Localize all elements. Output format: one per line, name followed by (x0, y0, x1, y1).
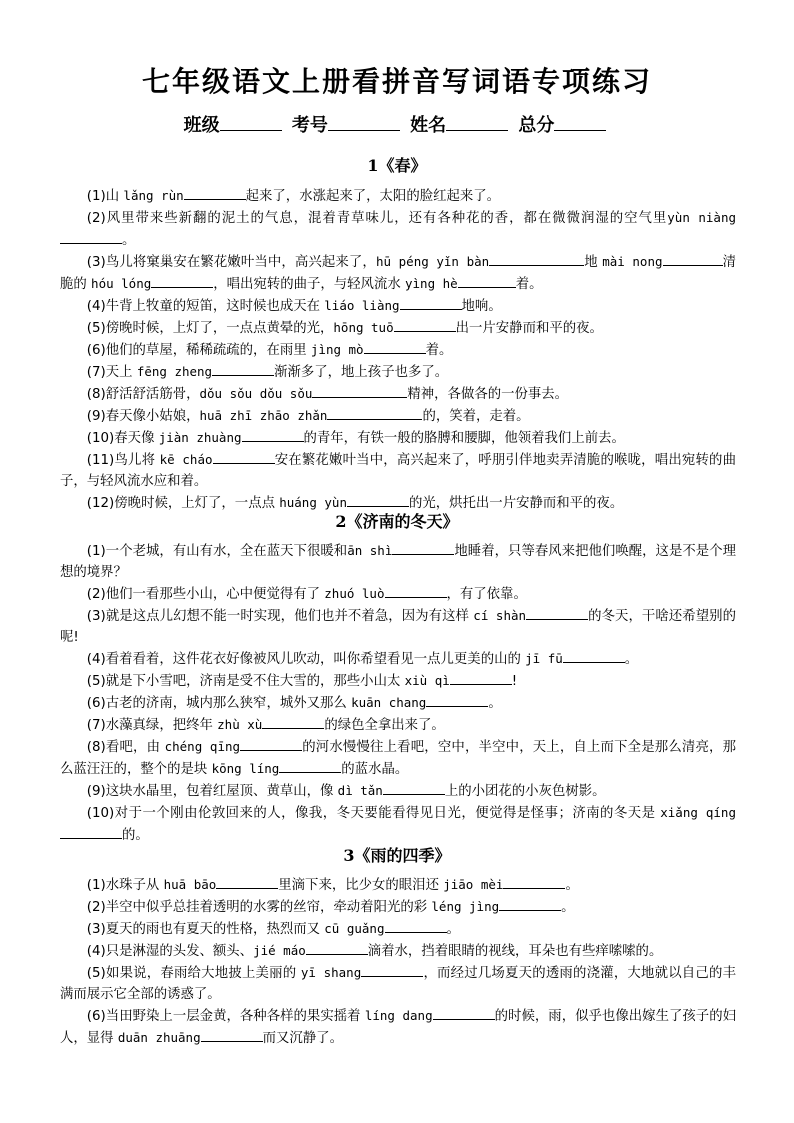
question-text: (5)傍晚时候，上灯了，一点点黄晕的光， (86, 321, 334, 336)
question-text: 上的小团花的小灰色树影。 (444, 784, 606, 799)
exam-number-blank[interactable] (328, 114, 400, 131)
question-text: (4)牛背上牧童的短笛，这时候也成天在 (86, 299, 325, 314)
question-text: 渐渐多了，地上孩子也多了。 (274, 365, 449, 380)
question-item (60, 185, 736, 207)
question-text: 。 (561, 900, 575, 915)
pinyin-prompt: jiāo mèi (443, 877, 504, 892)
answer-blank[interactable] (489, 251, 584, 266)
question-text: (3)就是这点儿幻想不能一时实现，他们也并不着急，因为有这样 (86, 609, 474, 624)
question-text: ，唱出宛转的曲子，与轻风流水 (213, 277, 405, 292)
question-item (60, 1005, 736, 1049)
question-text: 的河水慢慢往上看吧，空中，半空中，天上，自上而下全是那么清亮，那么蓝汪汪的，整个的是块 (60, 740, 736, 777)
question-item (60, 736, 736, 780)
answer-blank[interactable] (262, 714, 324, 729)
question-item (60, 295, 736, 317)
question-text: (5)如果说，春雨给大地披上美丽的 (86, 966, 301, 981)
class-label: 班级 (183, 115, 220, 136)
answer-blank[interactable] (364, 339, 426, 354)
answer-blank[interactable] (312, 383, 407, 398)
pinyin-prompt: dì tǎn (337, 783, 383, 798)
question-item (60, 405, 736, 427)
question-text: 。 (565, 878, 579, 893)
question-text: (2)他们一看那些小山，心中便觉得有了 (86, 587, 325, 602)
pinyin-prompt: hóu lóng (91, 276, 152, 291)
question-text: 的冬天，干啥还希望别的呢! (60, 609, 736, 645)
answer-blank[interactable] (394, 317, 456, 332)
question-text: ，有了依靠。 (446, 587, 527, 602)
answer-blank[interactable] (503, 874, 565, 889)
question-text: (8)看吧，由 (86, 740, 165, 755)
pinyin-prompt: chéng qīng (164, 739, 241, 754)
question-text: (2)半空中似乎总挂着透明的水雾的丝帘，牵动着阳光的彩 (86, 900, 432, 915)
pinyin-prompt: zhù xù (217, 717, 263, 732)
answer-blank[interactable] (242, 427, 304, 442)
question-text: (11)鸟儿将 (86, 453, 160, 468)
answer-blank[interactable] (400, 295, 462, 310)
question-text: 。 (122, 233, 136, 248)
pinyin-prompt: líng dang (364, 1008, 433, 1023)
pinyin-prompt: cū guǎng (324, 921, 385, 936)
question-text: (8)舒活舒活筋骨， (86, 387, 200, 402)
question-text: (7)天上 (86, 365, 137, 380)
question-item (60, 940, 736, 962)
pinyin-prompt: ān shì (347, 543, 393, 558)
question-item (60, 427, 736, 449)
answer-blank[interactable] (426, 692, 488, 707)
section-rain-seasons-questions (60, 874, 736, 1049)
question-text: 出一片安静而和平的夜。 (455, 321, 603, 336)
question-text: (2)风里带来些新翻的泥土的气息，混着青草味儿，还有各种花的香，都在微微润湿的空气里 (86, 211, 668, 226)
pinyin-prompt: yùn niàng (667, 210, 736, 225)
total-score-label: 总分 (518, 115, 555, 136)
question-text: 着。 (515, 277, 543, 292)
pinyin-prompt: cí shàn (473, 608, 527, 623)
pinyin-prompt: huáng yùn (279, 495, 347, 510)
question-text: 地睡着，只等春风来把他们唤醒，这是不是个理想的境界？ (60, 544, 737, 580)
pinyin-prompt: xiù qì (404, 673, 450, 688)
question-text: 着。 (425, 343, 453, 358)
question-text: 清脆的 (60, 255, 737, 292)
answer-blank[interactable] (216, 874, 278, 889)
question-text: (10)对于一个刚由伦敦回来的人，像我，冬天要能看得见日光，便觉得是怪事；济南的冬天是 (86, 806, 661, 821)
question-text: 而又沉静了。 (262, 1031, 343, 1046)
question-item (60, 896, 736, 918)
name-label: 姓名 (410, 115, 447, 136)
question-item (60, 540, 736, 583)
pinyin-prompt: jī fū (525, 651, 563, 666)
pinyin-prompt: jiàn zhuàng (158, 430, 242, 445)
question-text: 地响。 (461, 299, 502, 314)
answer-blank[interactable] (385, 583, 447, 598)
question-item (60, 317, 736, 339)
question-text: 的。 (122, 828, 149, 843)
question-text: (1)一个老城，有山有水，全在蓝天下很暖和 (86, 544, 348, 559)
question-text: (12)傍晚时候，上灯了，一点点 (86, 496, 280, 511)
question-item (60, 207, 736, 251)
pinyin-prompt: huā zhī zhāo zhǎn (199, 408, 328, 423)
pinyin-prompt: dǒu sǒu dǒu sǒu (199, 386, 313, 401)
exam-number-label: 考号 (291, 115, 328, 136)
pinyin-prompt: kuān chang (351, 695, 427, 710)
answer-blank[interactable] (213, 449, 275, 464)
answer-blank[interactable] (306, 940, 368, 955)
pinyin-prompt: fēng zheng (136, 364, 213, 379)
answer-blank[interactable] (347, 492, 409, 507)
question-text: 的蓝水晶。 (341, 762, 409, 777)
question-text: (9)春天像小姑娘， (86, 409, 200, 424)
question-text: 里滴下来，比少女的眼泪还 (278, 878, 444, 893)
pinyin-prompt: kē cháo (159, 452, 213, 467)
question-text: (6)古老的济南，城内那么狭窄，城外又那么 (86, 696, 352, 711)
question-item (60, 605, 736, 648)
answer-blank[interactable] (392, 540, 454, 555)
question-text: (6)他们的草屋，稀稀疏疏的，在雨里 (86, 343, 311, 358)
class-blank[interactable] (220, 114, 282, 131)
pinyin-prompt: hū péng yǐn bàn (375, 254, 490, 269)
pinyin-prompt: huā bāo (163, 877, 217, 892)
pinyin-prompt: yìng hè (405, 276, 458, 291)
pinyin-prompt: lǎng rùn (123, 188, 184, 203)
answer-blank[interactable] (526, 605, 588, 620)
question-text: (6)当田野染上一层金黄，各种各样的果实摇着 (86, 1009, 365, 1024)
section-jinan-winter-questions (60, 540, 736, 846)
pinyin-prompt: duān zhuāng (117, 1030, 201, 1045)
total-score-blank[interactable] (554, 114, 606, 131)
student-info-line (0, 111, 794, 137)
pinyin-prompt: hōng tuō (333, 320, 394, 335)
answer-blank[interactable] (450, 670, 512, 685)
answer-blank[interactable] (60, 229, 122, 244)
question-item (60, 583, 736, 605)
question-item (60, 648, 736, 670)
answer-blank[interactable] (240, 736, 302, 751)
question-text: (1)水珠子从 (86, 878, 164, 893)
question-text: 的青年，有铁一般的胳膊和腰脚，他领着我们上前去。 (303, 431, 625, 446)
question-text: 安在繁花嫩叶当中，高兴起来了，呼朋引伴地卖弄清脆的喉咙，唱出宛转的曲子，与轻风流水应和着。 (60, 453, 737, 489)
question-text: 。 (446, 922, 460, 937)
section-heading-rain-seasons: 3《雨的四季》 (343, 846, 451, 865)
pinyin-prompt: yī shang (300, 965, 362, 980)
pinyin-prompt: mài nong (602, 254, 663, 269)
answer-blank[interactable] (563, 648, 625, 663)
question-item (60, 918, 736, 940)
question-text: 起来了，水涨起来了，太阳的脸红起来了。 (245, 189, 501, 204)
question-item (60, 802, 736, 846)
question-item (60, 874, 736, 896)
question-text: 精神，各做各的一份事去。 (407, 387, 569, 402)
question-text: 的时候，雨，似乎也像出嫁生了孩子的妇人，显得 (60, 1009, 737, 1046)
answer-blank[interactable] (201, 1027, 263, 1042)
pinyin-prompt: jìng mò (310, 342, 364, 357)
section-heading-jinan-winter: 2《济南的冬天》 (335, 512, 459, 531)
answer-blank[interactable] (663, 251, 723, 266)
answer-blank[interactable] (499, 896, 561, 911)
question-item (60, 780, 736, 802)
question-text: 地 (584, 255, 603, 270)
answer-blank[interactable] (383, 780, 445, 795)
question-text: (7)水藻真绿，把终年 (86, 718, 218, 733)
pinyin-prompt: jié máo (253, 943, 306, 958)
question-text: ! (511, 674, 518, 689)
question-text: (1)山 (86, 189, 124, 204)
question-text: (5)就是下小雪吧，济南是受不住大雪的，那些小山太 (86, 674, 405, 689)
question-item (60, 251, 736, 295)
question-text: ，而经过几场夏天的透雨的浇灌，大地就以自己的丰满而展示它全部的诱惑了。 (60, 966, 736, 1002)
question-item (60, 670, 736, 692)
answer-blank[interactable] (184, 185, 246, 200)
question-item (60, 449, 736, 492)
pinyin-prompt: léng jìng (431, 899, 500, 914)
pinyin-prompt: kōng líng (211, 761, 280, 776)
question-text: 的光，烘托出一片安静而和平的夜。 (408, 496, 624, 511)
answer-blank[interactable] (385, 918, 447, 933)
section-heading-spring: 1《春》 (367, 156, 427, 175)
answer-blank[interactable] (212, 361, 274, 376)
name-blank[interactable] (446, 114, 508, 131)
question-item (60, 962, 736, 1005)
question-text: (3)鸟儿将窠巢安在繁花嫩叶当中，高兴起来了， (86, 255, 376, 270)
question-text: 的绿色全拿出来了。 (324, 718, 445, 733)
answer-blank[interactable] (433, 1005, 495, 1020)
answer-blank[interactable] (458, 273, 516, 288)
answer-blank[interactable] (361, 962, 423, 977)
question-item (60, 692, 736, 714)
answer-blank[interactable] (151, 273, 213, 288)
answer-blank[interactable] (327, 405, 422, 420)
question-text: (3)夏天的雨也有夏天的性格，热烈而又 (86, 922, 325, 937)
question-item (60, 383, 736, 405)
answer-blank[interactable] (279, 758, 341, 773)
question-text: 。 (624, 652, 639, 667)
question-text: (10)春天像 (86, 431, 159, 446)
question-text: 滴着水，挡着眼睛的视线，耳朵也有些痒嗦嗦的。 (367, 944, 663, 959)
question-text: (4)只是淋湿的头发、额头、 (86, 944, 254, 959)
answer-blank[interactable] (60, 824, 122, 839)
question-item (60, 339, 736, 361)
question-text: 的，笑着，走着。 (422, 409, 530, 424)
question-item (60, 714, 736, 736)
question-item (60, 361, 736, 383)
pinyin-prompt: liáo liàng (324, 298, 400, 313)
worksheet-title: 七年级语文上册看拼音写词语专项练习 (141, 65, 652, 98)
question-text: 。 (488, 696, 502, 711)
question-text: (9)这块水晶里，包着红屋顶、黄草山，像 (86, 784, 338, 799)
question-text: (4)看着看着，这件花衣好像被风儿吹动，叫你希望看见一点儿更美的山的 (86, 652, 526, 667)
section-spring-questions (60, 185, 736, 514)
pinyin-prompt: xiǎng qíng (660, 805, 736, 820)
pinyin-prompt: zhuó luò (324, 586, 385, 601)
